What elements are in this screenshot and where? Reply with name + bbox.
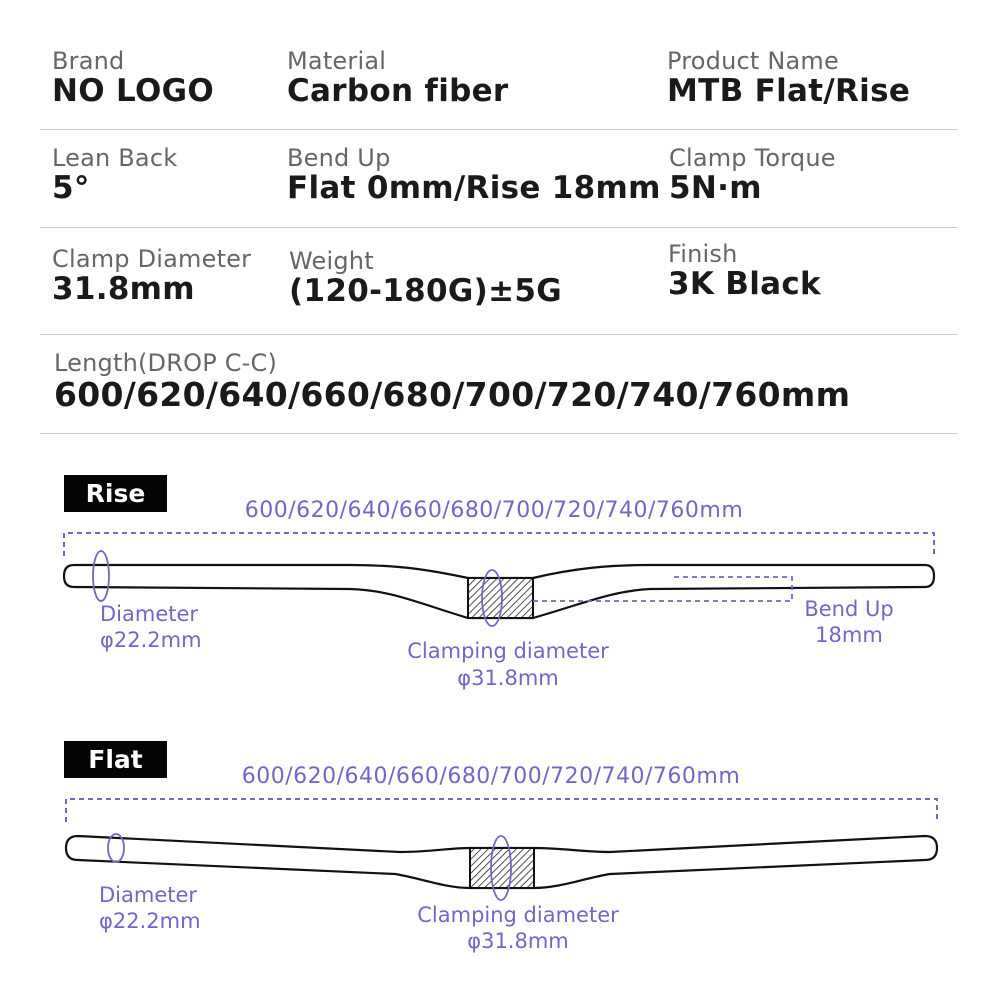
flat-diameter-value: φ22.2mm [99, 909, 201, 933]
spec-value: 5° [52, 170, 90, 207]
rise-clamp-label: Clamping diameter [407, 639, 609, 663]
rise-length-bracket [64, 533, 934, 556]
rise-length-label: 600/620/640/660/680/700/720/740/760mm [244, 498, 744, 523]
flat-clamp-value: φ31.8mm [467, 929, 569, 953]
flat-clamp-area [470, 848, 534, 888]
flat-length-bracket [66, 799, 937, 822]
flat-diameter-label: Diameter [99, 883, 198, 907]
flat-diagram [66, 764, 937, 953]
spec-value: NO LOGO [52, 73, 214, 110]
spec-value: (120-180G)±5G [289, 273, 562, 310]
rise-diagram [64, 498, 934, 690]
spec-label: Weight [289, 247, 374, 275]
rise-tag: Rise [64, 475, 167, 512]
flat-length-label: 600/620/640/660/680/700/720/740/760mm [241, 764, 741, 789]
spec-value: 31.8mm [52, 271, 195, 308]
spec-label: Clamp Diameter [52, 245, 252, 273]
spec-value: 3K Black [668, 266, 821, 303]
rise-diameter-value: φ22.2mm [100, 628, 202, 652]
spec-value: 600/620/640/660/680/700/720/740/760mm [54, 375, 851, 415]
rise-clamp-value: φ31.8mm [457, 666, 559, 690]
spec-label: Product Name [667, 47, 839, 75]
spec-value: MTB Flat/Rise [667, 73, 911, 110]
spec-label: Lean Back [52, 144, 178, 172]
spec-value: Carbon fiber [287, 73, 509, 110]
rise-bend-label: Bend Up [804, 597, 894, 621]
spec-label: Bend Up [287, 144, 391, 172]
spec-label: Finish [668, 240, 738, 268]
spec-value: 5N·m [669, 170, 762, 207]
spec-value: Flat 0mm/Rise 18mm [287, 170, 661, 207]
spec-label: Length(DROP C-C) [54, 349, 278, 377]
rise-bend-value: 18mm [815, 623, 883, 647]
spec-label: Brand [52, 47, 125, 75]
rise-diameter-label: Diameter [100, 602, 199, 626]
spec-label: Clamp Torque [669, 144, 836, 172]
flat-tag: Flat [64, 741, 167, 778]
spec-label: Material [287, 47, 387, 75]
flat-clamp-label: Clamping diameter [417, 903, 619, 927]
